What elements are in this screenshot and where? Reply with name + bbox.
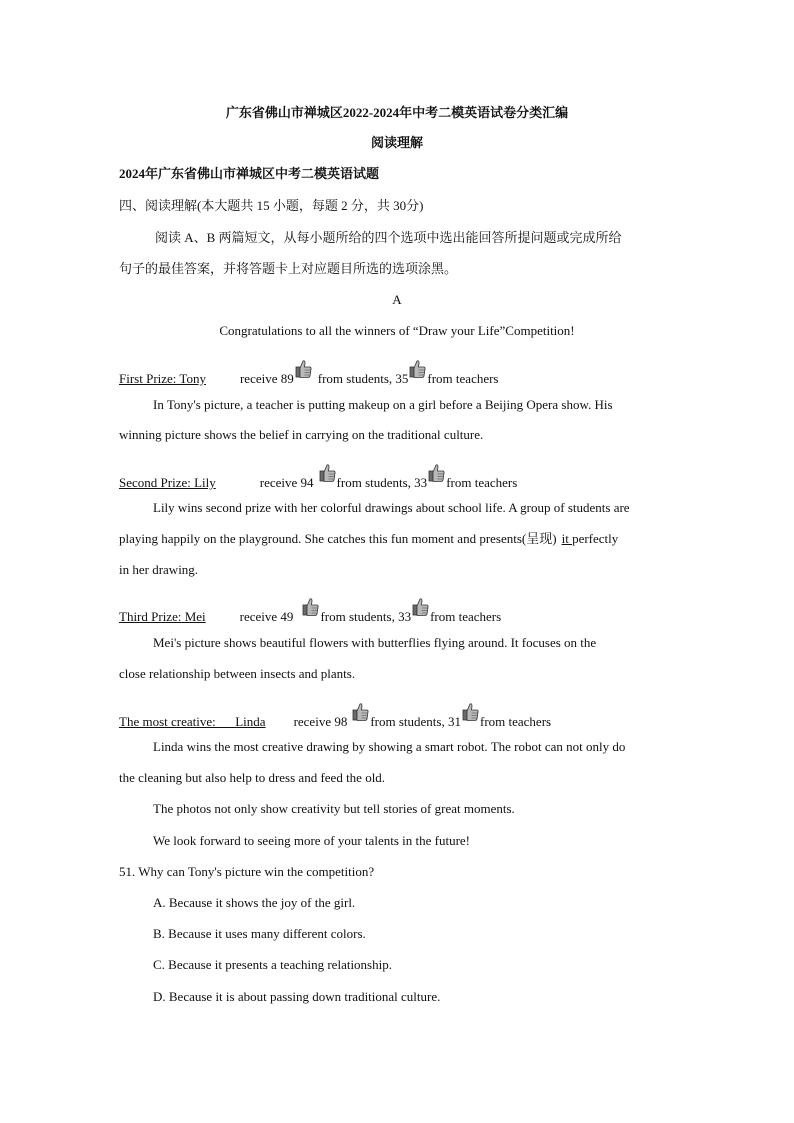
- thumbs-up-icon: [409, 359, 426, 379]
- underlined-word: it: [561, 531, 573, 546]
- option-a: A. Because it shows the joy of the girl.: [153, 895, 356, 910]
- votes-from-students: from students, 35: [317, 371, 409, 386]
- prize-label: Third Prize: Mei: [119, 609, 206, 624]
- paragraph-line: in her drawing.: [119, 562, 199, 577]
- thumbs-up-icon: [319, 463, 336, 483]
- option-b: B. Because it uses many different colors.: [153, 926, 366, 941]
- prize-row-third: [119, 603, 501, 626]
- option-d: D. Because it is about passing down traditional culture.: [153, 989, 441, 1004]
- paragraph-line-tail: perfectly: [572, 531, 619, 546]
- paragraph-line: Linda wins the most creative drawing by showing a smart robot. The robot can not only do: [153, 739, 626, 754]
- passage-title: Congratulations to all the winners of “Draw your Life”Competition!: [219, 323, 575, 338]
- prize-receive: receive 49: [239, 609, 294, 624]
- paragraph-line-text: playing happily on the playground. She catches this fun moment and presents(呈现): [119, 531, 557, 546]
- document-title: 广东省佛山市禅城区2022-2024年中考二模英语试卷分类汇编: [225, 105, 569, 120]
- instruction-line-1: 阅读 A、B 两篇短文，从每小题所给的四个选项中选出能回答所提问题或完成所给: [155, 230, 622, 245]
- closing-line: The photos not only show creativity but tell stories of great moments.: [153, 801, 515, 816]
- section-heading: 四、阅读理解(本大题共 15 小题，每题 2 分，共 30分): [119, 198, 424, 213]
- prize-label: The most creative: Linda: [119, 714, 266, 729]
- paragraph-line: Mei's picture shows beautiful flowers with butterflies flying around. It focuses on the: [153, 635, 597, 650]
- thumbs-up-icon: [428, 463, 445, 483]
- closing-line: We look forward to seeing more of your talents in the future!: [153, 833, 470, 848]
- votes-from-teachers: from teachers: [430, 609, 502, 624]
- paragraph-line: the cleaning but also help to dress and feed the old.: [119, 770, 386, 785]
- thumbs-up-icon: [295, 359, 312, 379]
- instruction-line-2: 句子的最佳答案，并将答题卡上对应题目所选的选项涂黑。: [119, 261, 458, 276]
- prize-label: Second Prize: Lily: [119, 475, 216, 490]
- question-stem: 51. Why can Tony's picture win the competition?: [119, 864, 375, 879]
- passage-letter: A: [392, 292, 402, 307]
- votes-from-students: from students, 33: [320, 609, 412, 624]
- votes-from-teachers: from teachers: [427, 371, 499, 386]
- prize-receive: receive 94: [259, 475, 314, 490]
- thumbs-up-icon: [462, 702, 479, 722]
- votes-from-students: from students, 33: [336, 475, 428, 490]
- thumbs-up-icon: [302, 597, 319, 617]
- prize-row-second: [119, 469, 517, 492]
- option-c: C. Because it presents a teaching relationship.: [153, 957, 392, 972]
- prize-receive: receive 89: [239, 371, 294, 386]
- votes-from-teachers: from teachers: [446, 475, 518, 490]
- paragraph-line: Lily wins second prize with her colorful drawings about school life. A group of students are: [153, 500, 630, 515]
- exam-heading: 2024年广东省佛山市禅城区中考二模英语试题: [119, 166, 380, 181]
- votes-from-students: from students, 31: [370, 714, 461, 729]
- prize-label: First Prize: Tony: [119, 371, 206, 386]
- paragraph-line: winning picture shows the belief in carrying on the traditional culture.: [119, 427, 484, 442]
- prize-row-first: [119, 365, 499, 388]
- votes-from-teachers: from teachers: [479, 714, 552, 729]
- paragraph-line: [119, 530, 618, 548]
- paragraph-line: close relationship between insects and plants.: [119, 666, 356, 681]
- thumbs-up-icon: [412, 597, 429, 617]
- prize-row-most-creative: [119, 708, 551, 731]
- thumbs-up-icon: [352, 702, 369, 722]
- prize-receive: receive 98: [293, 714, 348, 729]
- document-subtitle: 阅读理解: [370, 135, 423, 150]
- paragraph-line: In Tony's picture, a teacher is putting makeup on a girl before a Beijing Opera show. His: [153, 397, 613, 412]
